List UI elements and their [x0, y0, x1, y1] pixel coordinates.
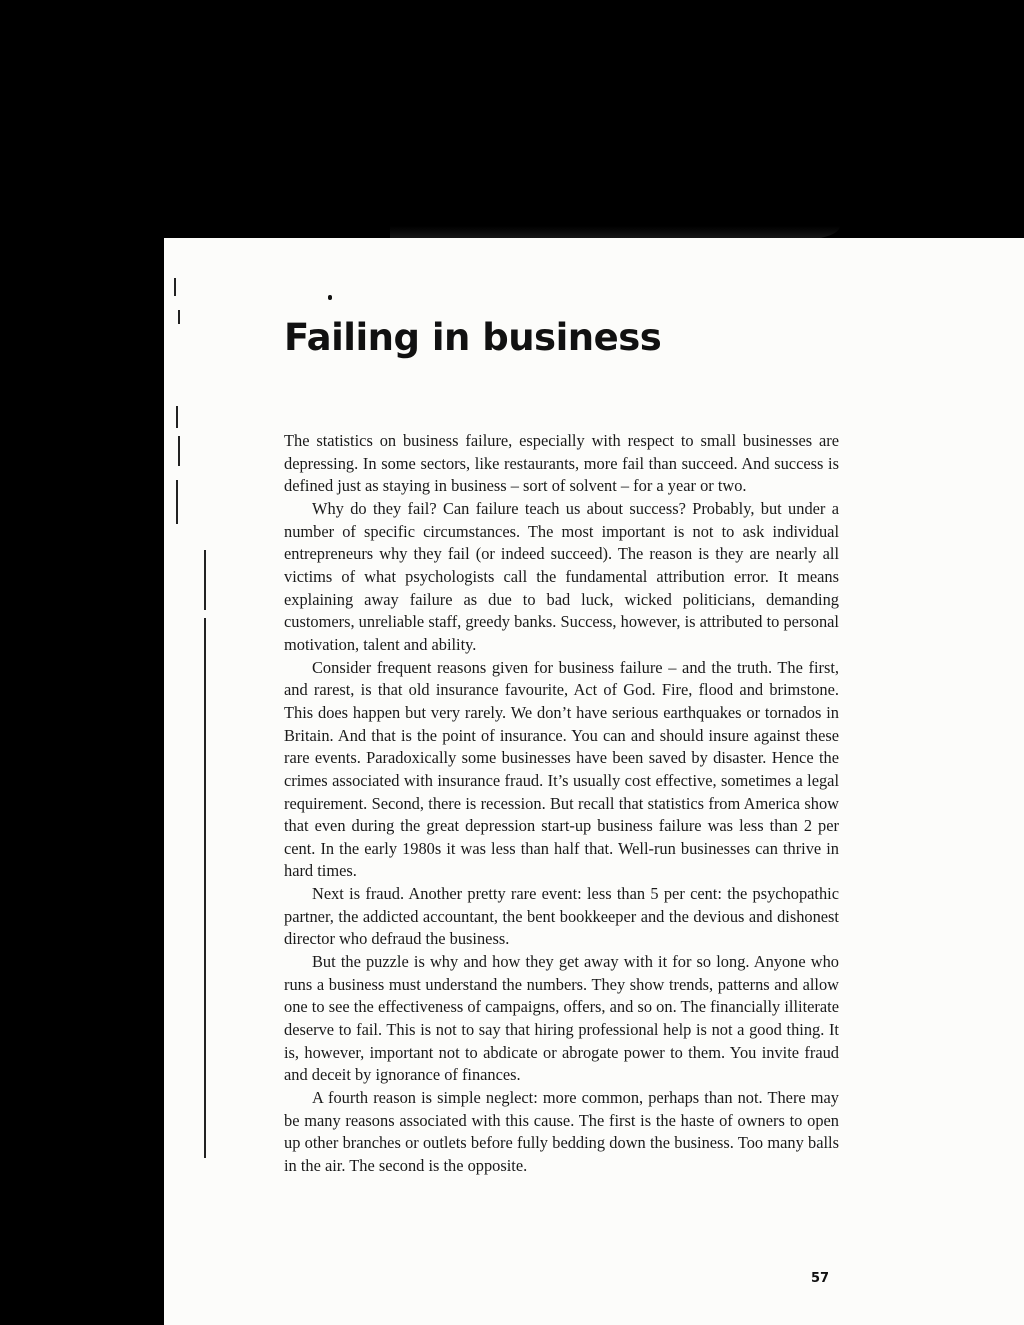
decorative-dot: [328, 295, 332, 300]
paragraph: Consider frequent reasons given for business failure – and the truth. The first, and rarest, is that old insurance favourite, Act of God. Fire, flood and brimstone. This does happen but very rarely. We don’t have serious earthquakes or tornados in Britain. And that is the point of insurance. You can and should insure against these rare events. Paradoxically some businesses have been saved by disaster. Hence the crimes associated with insurance fraud. It’s usually cost effective, sometimes a legal requirement. Second, there is recession. But recall that statistics from America show that even during the great depression start-up business failure was less than 2 per cent. In the early 1980s it was less than half that. Well-run businesses can thrive in hard times.: [284, 657, 839, 881]
page-number: 57: [811, 1271, 830, 1286]
paragraph: But the puzzle is why and how they get away with it for so long. Anyone who runs a business must understand the numbers. They show trends, patterns and allow one to see the effectiveness of campaigns, offers, and so on. The financially illiterate deserve to fail. This is not to say that hiring professional help is not a good thing. It is, however, important not to abdicate or abrogate power to them. You invite fraud and deceit by ignorance of finances.: [284, 952, 839, 1085]
chapter-title: Failing in business: [284, 316, 662, 359]
paragraph: A fourth reason is simple neglect: more common, perhaps than not. There may be many reasons associated with this cause. The first is the haste of owners to open up other branches or outlets before fully bedding down the business. Too many balls in the air. The second is the opposite.: [284, 1088, 839, 1175]
margin-scan-marks: [164, 238, 224, 1325]
paragraph: The statistics on business failure, especially with respect to small businesses are depressing. In some sectors, like restaurants, more fail than succeed. And success is defined just as staying in business – sort of solvent – for a year or two.: [284, 431, 839, 496]
paragraph: Next is fraud. Another pretty rare event: less than 5 per cent: the psychopathic partner, the addicted accountant, the bent bookkeeper and the devious and dishonest director who defraud the business.: [284, 884, 839, 949]
paragraph: Why do they fail? Can failure teach us about success? Probably, but under a number of specific circumstances. The most important is not to ask individual entrepreneurs why they fail (or indeed succeed). The reason is they are nearly all victims of what psychologists call the fundamental attribution error. It means explaining away failure as due to bad luck, wicked politicians, demanding customers, unreliable staff, greedy banks. Success, however, is attributed to personal motivation, talent and ability.: [284, 498, 839, 654]
book-page: [164, 238, 1024, 1325]
body-text: [284, 430, 839, 1178]
